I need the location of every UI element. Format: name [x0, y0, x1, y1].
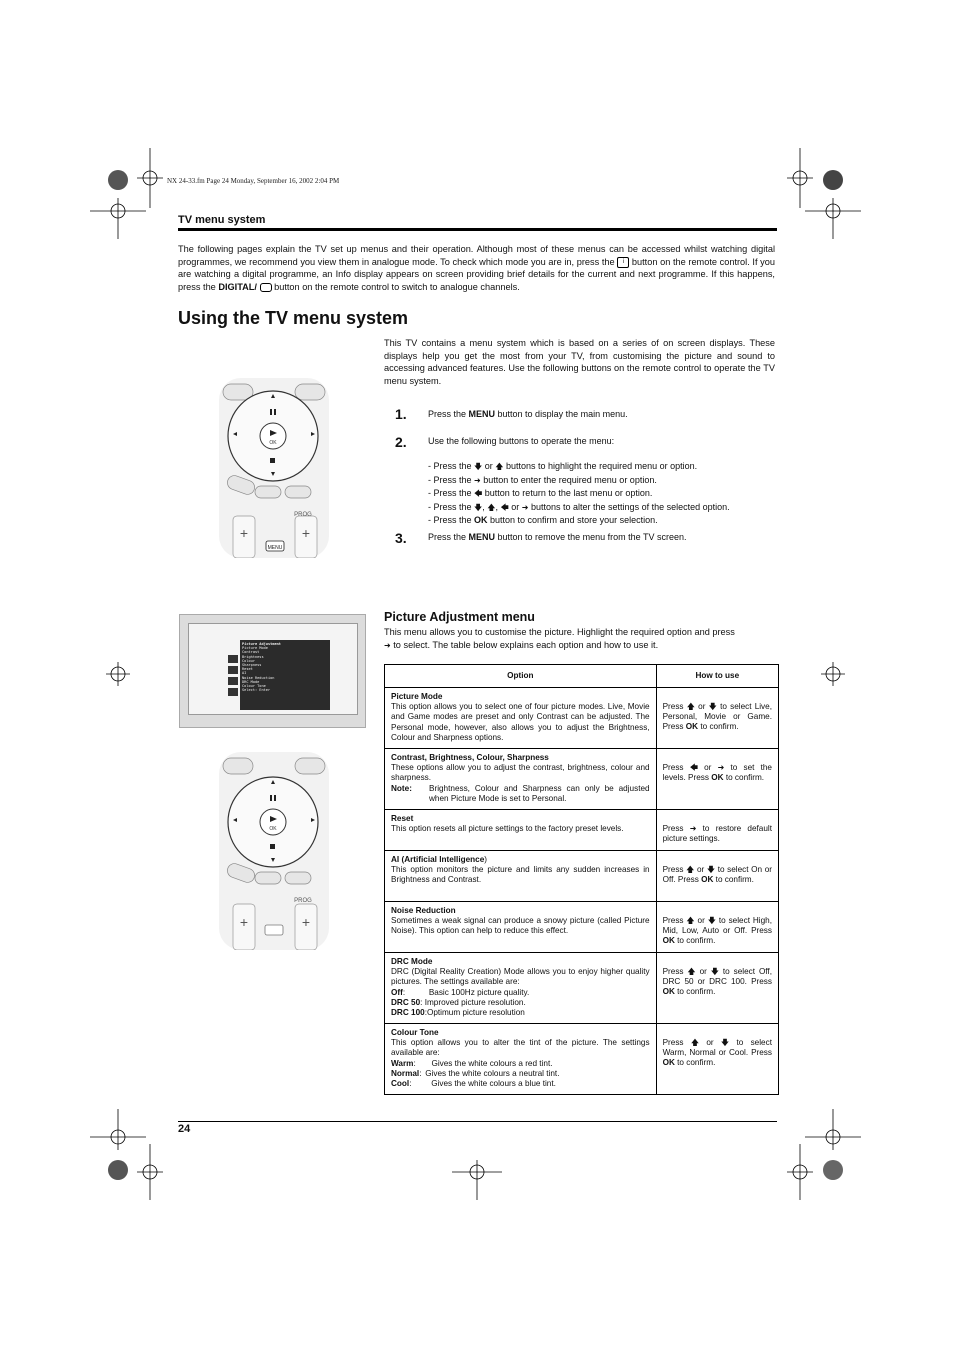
page-title: Using the TV menu system — [178, 308, 409, 328]
arrow-down-icon: 🡇 — [710, 967, 719, 976]
arrow-down-icon: 🡇 — [706, 865, 716, 874]
option-cell: Contrast, Brightness, Colour, Sharpness These options allow you to adjust the contrast, brightness, colour and sharpness. Note: Brightness, Colour and Sharpness can only be adjusted when Picture Mode is set to Personal. — [385, 749, 657, 810]
svg-text:+: + — [239, 914, 249, 930]
tv-screen-image — [179, 614, 366, 728]
svg-text:PROG: PROG — [294, 898, 312, 904]
list-item: - Press the 🡇 or 🡅 buttons to highlight the required menu or option. — [428, 460, 775, 474]
tv-button-icon — [260, 283, 272, 292]
color-target-icon — [108, 1160, 128, 1180]
table-row — [385, 810, 779, 851]
option-cell: Reset This option resets all picture settings to the factory preset levels. — [385, 810, 657, 851]
arrow-down-icon: 🡇 — [474, 502, 483, 512]
tv-menu-item: AI — [242, 671, 247, 676]
digital-label: DIGITAL/ — [218, 281, 257, 292]
table-row — [385, 749, 779, 810]
info-button-icon: i — [617, 257, 629, 268]
list-item: - Press the 🡇, 🡅, 🡄 or ➜ buttons to alter the settings of the selected option. — [428, 501, 775, 515]
registration-mark-icon — [137, 148, 163, 208]
arrow-right-icon: ➜ — [474, 475, 481, 485]
how-cell: Press 🡄 or ➜ to set the levels. Press OK to confirm. — [656, 749, 778, 810]
arrow-up-icon: 🡅 — [687, 967, 696, 976]
svg-text:OK: OK — [269, 826, 277, 832]
table-row — [385, 851, 779, 902]
arrow-down-icon: 🡇 — [474, 462, 483, 471]
table-row — [385, 1024, 779, 1095]
step-3-text: Press the MENU button to remove the menu from the TV screen. — [428, 532, 687, 542]
lead-paragraph: This TV contains a menu system which is based on a series of on screen displays. These displays help you get the most from your TV, from customising the picture and sound to accessing advanced features. Use the following buttons on the remote control to operate the TV menu system. — [384, 338, 775, 386]
option-cell: AI (Artificial Intelligence) This option monitors the picture and limits any sudden increases in Brightness and Contrast. — [385, 851, 657, 902]
step-3-number: 3. — [395, 530, 407, 546]
svg-text:MENU: MENU — [267, 545, 283, 551]
arrow-left-icon: 🡄 — [474, 489, 483, 498]
list-item: - Press the ➜ button to enter the required menu or option. — [428, 474, 775, 488]
how-cell: Press 🡅 or 🡇 to select Off, DRC 50 or DRC 100. Press OK to confirm. — [656, 953, 778, 1024]
svg-text:+: + — [239, 525, 249, 541]
arrow-left-icon: 🡄 — [500, 502, 509, 512]
table-row — [385, 953, 779, 1024]
intro-text-2: button on the remote control. If you are watching a digital programme, an Info display appears on screen providing brief details for the current and next programme. If this happens, press the — [178, 256, 775, 292]
step-2-bullets — [428, 460, 775, 527]
arrow-right-icon: ➜ — [717, 763, 725, 772]
table-header-row — [385, 665, 779, 688]
color-target-icon — [823, 1160, 843, 1180]
remote-illustration — [219, 752, 329, 950]
remote-illustration — [219, 378, 329, 558]
option-cell: Colour Tone This option allows you to alter the tint of the picture. The settings available are: Warm : Gives the white colours a red tint. Normal : Gives the white colours a neutral tint. Cool : Gives the white colours a blue tint. — [385, 1024, 657, 1095]
registration-mark-icon — [787, 1144, 813, 1200]
color-target-icon — [108, 170, 128, 190]
bottom-rule — [178, 1121, 777, 1122]
registration-mark-icon — [106, 662, 130, 686]
step-2-number: 2. — [395, 434, 407, 450]
remote-control-image — [219, 378, 329, 558]
tv-menu-item: DRC Mode — [242, 679, 260, 684]
how-cell: Press 🡅 or 🡇 to select Warm, Normal or Cool. Press OK to confirm. — [656, 1024, 778, 1095]
tv-menu-footer: Select: Enter — [242, 688, 271, 693]
arrow-down-icon: 🡇 — [708, 702, 717, 711]
registration-mark-icon — [90, 1109, 146, 1150]
registration-mark-icon — [90, 198, 146, 239]
arrow-right-icon: ➜ — [521, 502, 529, 512]
file-slug: NX 24-33.fm Page 24 Monday, September 16, 2002 2:04 PM — [167, 177, 340, 185]
registration-mark-icon — [805, 1109, 861, 1150]
options-table — [384, 664, 779, 1095]
section-label: TV menu system — [178, 214, 266, 226]
registration-mark-icon — [787, 148, 813, 208]
tv-menu-item: Sharpness — [242, 663, 262, 668]
arrow-up-icon: 🡅 — [686, 865, 695, 874]
remote-control-image — [219, 752, 329, 950]
registration-mark-icon — [805, 198, 861, 239]
how-cell: Press 🡅 or 🡇 to select High, Mid, Low, Auto or Off. Press OK to confirm. — [656, 902, 778, 953]
svg-text:+: + — [301, 914, 311, 930]
tv-menu-item: Contrast — [242, 650, 260, 655]
tv-menu-item: Noise Reduction — [242, 675, 275, 680]
option-cell: Noise Reduction Sometimes a weak signal can produce a snowy picture (called Picture Noise). This option can help to reduce this effect. — [385, 902, 657, 953]
arrow-down-icon: 🡇 — [707, 916, 716, 925]
arrow-down-icon: 🡇 — [720, 1038, 730, 1047]
svg-text:+: + — [301, 525, 311, 541]
picture-adjustment-heading: Picture Adjustment menu — [384, 610, 535, 624]
tv-menu-item: Colour Tone — [242, 684, 266, 689]
column-header: Option — [385, 665, 657, 688]
arrow-right-icon: ➜ — [689, 824, 697, 833]
svg-text:PROG: PROG — [294, 512, 312, 518]
registration-mark-icon — [452, 1160, 502, 1200]
arrow-up-icon: 🡅 — [487, 502, 496, 512]
intro-text-3: button on the remote control to switch to analogue channels. — [274, 281, 520, 292]
tv-menu-title: Picture Adjustment — [242, 642, 281, 646]
tv-menu-panel — [240, 640, 330, 710]
option-cell: DRC Mode DRC (Digital Reality Creation) Mode allows you to enjoy higher quality pictures. The settings available are: Off : Basic 100Hz picture quality. DRC 50 : Improved picture resolution. DRC 100 : Optimum picture resolution — [385, 953, 657, 1024]
arrow-up-icon: 🡅 — [686, 702, 695, 711]
how-cell: Press ➜ to restore default picture settings. — [656, 810, 778, 851]
tv-menu-item: Colour — [242, 658, 255, 663]
arrow-right-icon: ➜ — [384, 640, 391, 650]
list-item: - Press the 🡄 button to return to the last menu or option. — [428, 487, 775, 501]
arrow-left-icon: 🡄 — [689, 763, 698, 772]
picture-adjustment-desc: This menu allows you to customise the picture. Highlight the required option and press ➜ to select. The table below explains each option and how to use it. — [384, 626, 775, 652]
page-number: 24 — [178, 1123, 191, 1135]
column-header: How to use — [656, 665, 778, 688]
intro-paragraph — [178, 243, 775, 293]
table-row — [385, 688, 779, 749]
how-cell: Press 🡅 or 🡇 to select On or Off. Press OK to confirm. — [656, 851, 778, 902]
step-1-text: Press the MENU button to display the main menu. — [428, 409, 628, 419]
option-cell: Picture Mode This option allows you to select one of four picture modes. Live, Movie and Game modes are preset and only Contrast can be adjusted. The Personal mode, however, also allows you to adjust the Brightness, Colour and Sharpness options. — [385, 688, 657, 749]
list-item: - Press the OK button to confirm and store your selection. — [428, 515, 658, 525]
tv-menu-item: Reset — [242, 667, 253, 672]
arrow-up-icon: 🡅 — [686, 916, 695, 925]
how-cell: Press 🡅 or 🡇 to select Live, Personal, Movie or Game. Press OK to confirm. — [656, 688, 778, 749]
arrow-up-icon: 🡅 — [690, 1038, 700, 1047]
svg-text:OK: OK — [269, 440, 277, 446]
tv-menu-item: Picture Mode — [242, 646, 268, 651]
intro-text-1: The following pages explain the TV set up menus and their operation. Although most of these menus can be accessed whilst watching digital programmes, we recommend you view them in analogue mode. To check which mode you are in, press the — [178, 244, 775, 267]
color-target-icon — [823, 170, 843, 190]
registration-mark-icon — [137, 1144, 163, 1200]
step-1-number: 1. — [395, 406, 407, 422]
top-rule — [178, 228, 777, 231]
tv-menu-item: Brightness — [242, 654, 264, 659]
table-row — [385, 902, 779, 953]
arrow-up-icon: 🡅 — [495, 462, 504, 471]
step-2-text: Use the following buttons to operate the menu: — [428, 436, 615, 446]
registration-mark-icon — [821, 662, 845, 686]
